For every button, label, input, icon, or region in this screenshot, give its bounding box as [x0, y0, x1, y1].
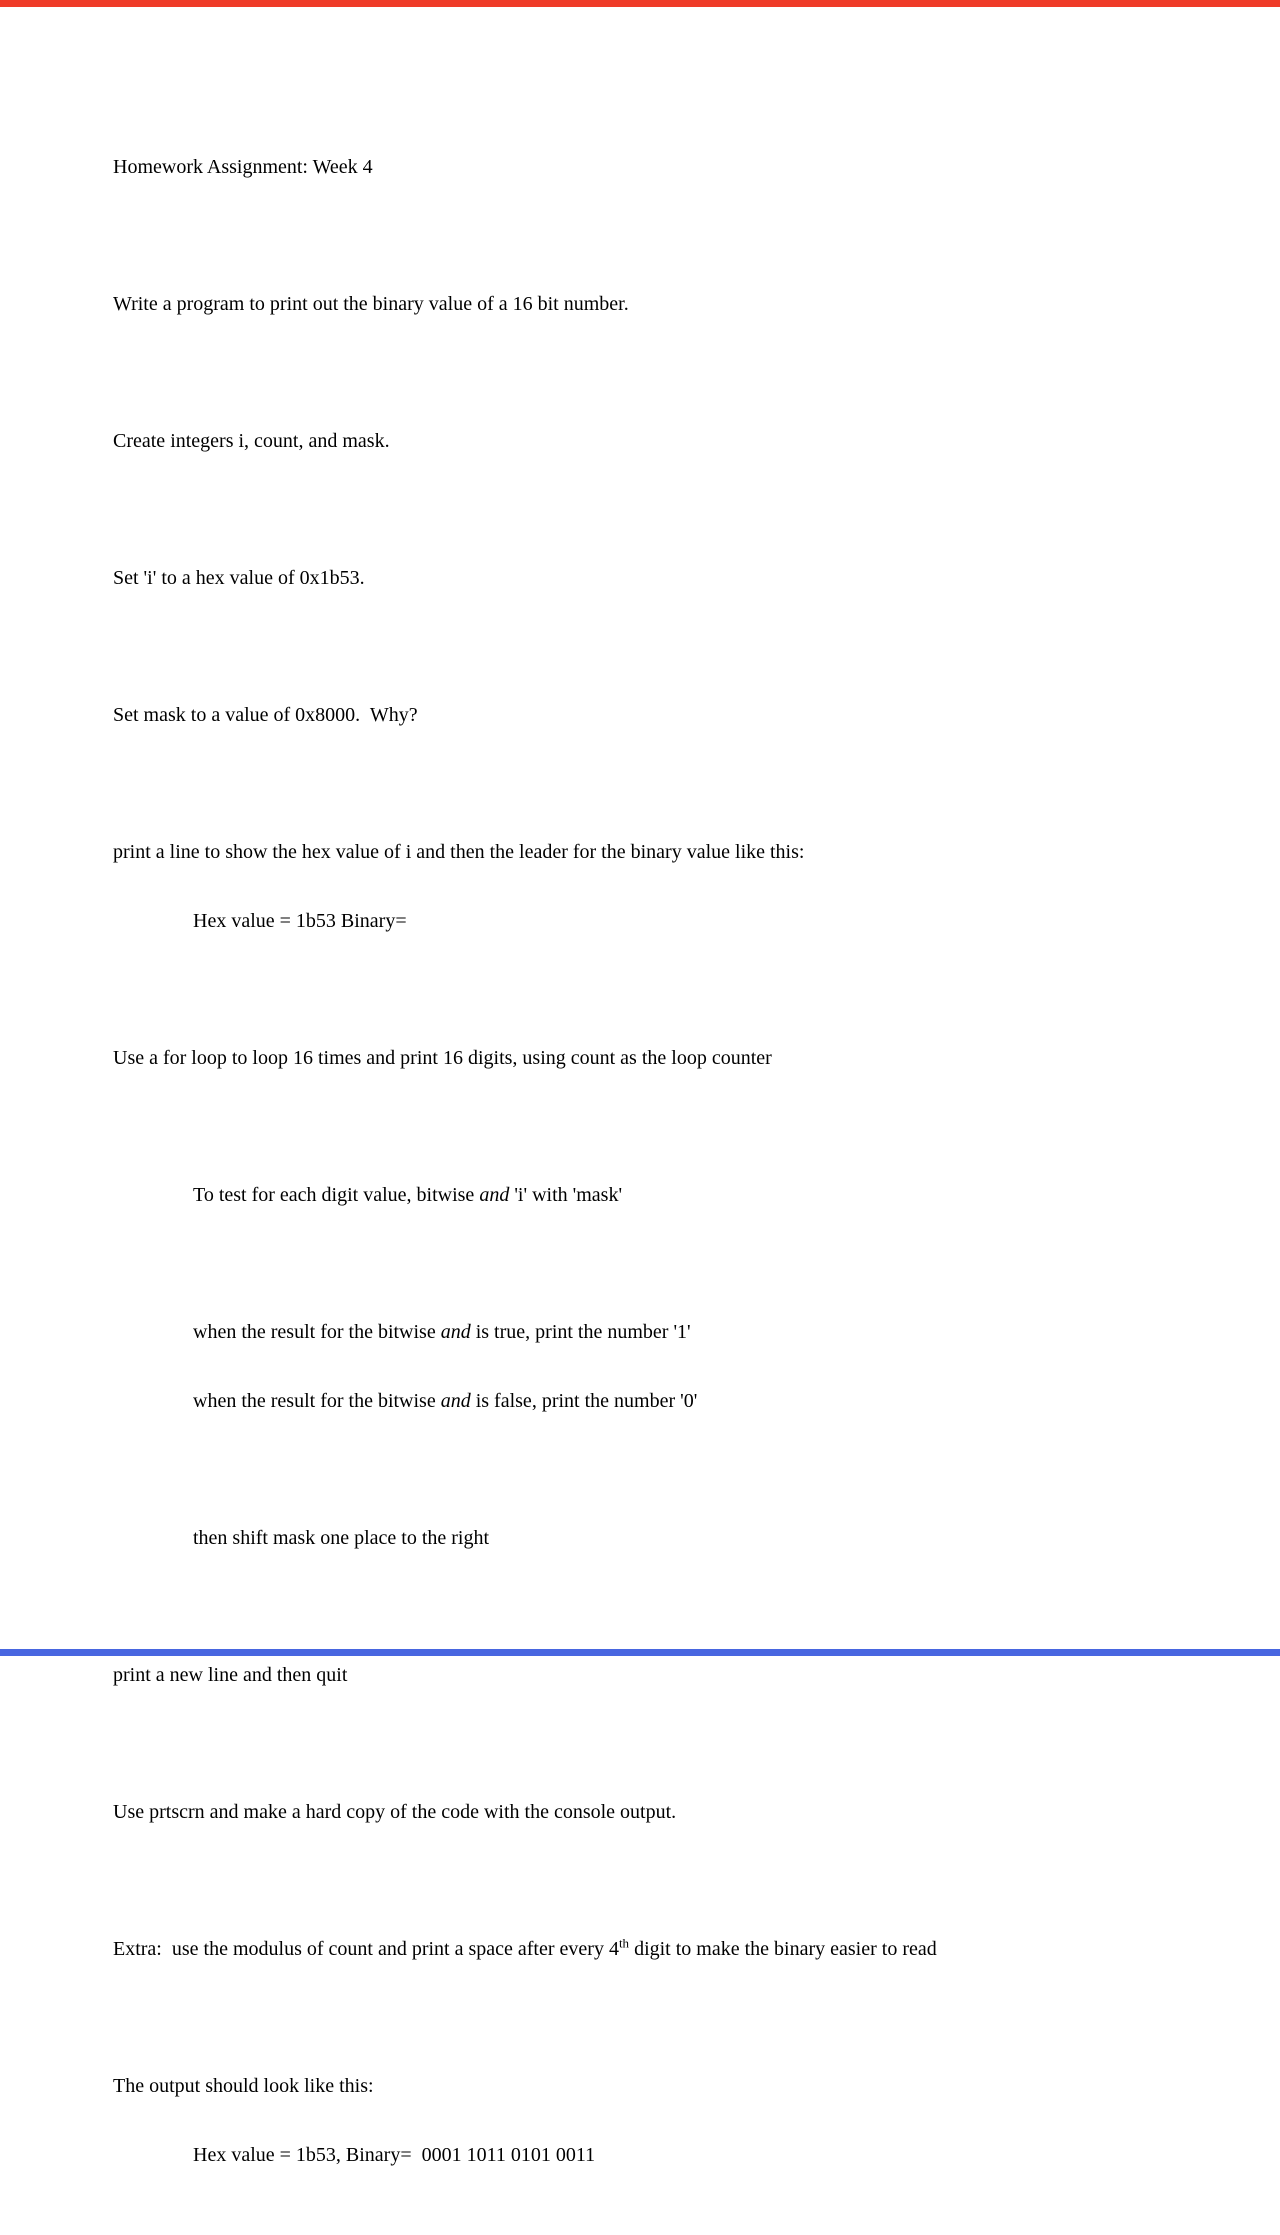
para-create-integers	[113, 384, 1193, 499]
para-title	[113, 110, 1193, 225]
body-text: Set mask to a value of 0x8000. Why?	[113, 704, 418, 726]
text-segment: when the result for the bitwise	[193, 1390, 441, 1412]
body-text: then shift mask one place to the right	[193, 1527, 490, 1549]
body-text	[113, 1935, 1193, 1961]
body-text: print a line to show the hex value of i and then the leader for the binary value like this:	[113, 841, 805, 863]
example-output-line: Hex value = 1b53, Binary= 0001 1011 0101 0011	[193, 2144, 596, 2166]
result-true-line	[113, 1321, 1193, 1344]
para-expected-output	[113, 2029, 1193, 2213]
para-bitwise-test	[113, 1138, 1193, 1253]
title-text: Homework Assignment: Week 4	[113, 156, 373, 178]
result-false-line	[113, 1390, 1193, 1413]
para-set-mask	[113, 658, 1193, 773]
body-text: Write a program to print out the binary value of a 16 bit number.	[113, 293, 629, 315]
para-bitwise-results	[113, 1275, 1193, 1459]
body-text: Set 'i' to a hex value of 0x1b53.	[113, 567, 365, 589]
text-segment: is false, print the number '0'	[470, 1390, 698, 1412]
document-page	[113, 110, 1193, 2235]
italic-and: and	[440, 1321, 471, 1343]
body-text	[113, 1184, 1193, 1207]
para-objective	[113, 247, 1193, 362]
body-text: print a new line and then quit	[113, 1664, 348, 1686]
text-segment: Extra: use the modulus of count and print a space after every 4	[113, 1938, 619, 1960]
text-segment: is true, print the number '1'	[470, 1321, 691, 1343]
text-segment: when the result for the bitwise	[193, 1321, 441, 1343]
italic-and: and	[440, 1390, 471, 1412]
para-extra	[113, 1892, 1193, 2007]
italic-and: and	[479, 1184, 510, 1206]
top-accent-bar	[0, 0, 1280, 7]
bottom-accent-bar	[0, 1649, 1280, 1656]
example-hex-leader: Hex value = 1b53 Binary=	[193, 910, 407, 932]
body-text: Create integers i, count, and mask.	[113, 430, 390, 452]
para-set-i	[113, 521, 1193, 636]
body-text: Use prtscrn and make a hard copy of the code with the console output.	[113, 1801, 677, 1823]
text-segment: digit to make the binary easier to read	[629, 1938, 937, 1960]
para-prtscrn	[113, 1755, 1193, 1870]
text-segment: To test for each digit value, bitwise	[193, 1184, 480, 1206]
superscript-th: th	[618, 1935, 630, 1951]
body-text: The output should look like this:	[113, 2075, 374, 2097]
para-shift-mask	[113, 1481, 1193, 1596]
para-newline-quit	[113, 1618, 1193, 1733]
para-for-loop	[113, 1001, 1193, 1116]
body-text: Use a for loop to loop 16 times and print 16 digits, using count as the loop counter	[113, 1047, 772, 1069]
para-print-line	[113, 795, 1193, 979]
text-segment: 'i' with 'mask'	[509, 1184, 623, 1206]
